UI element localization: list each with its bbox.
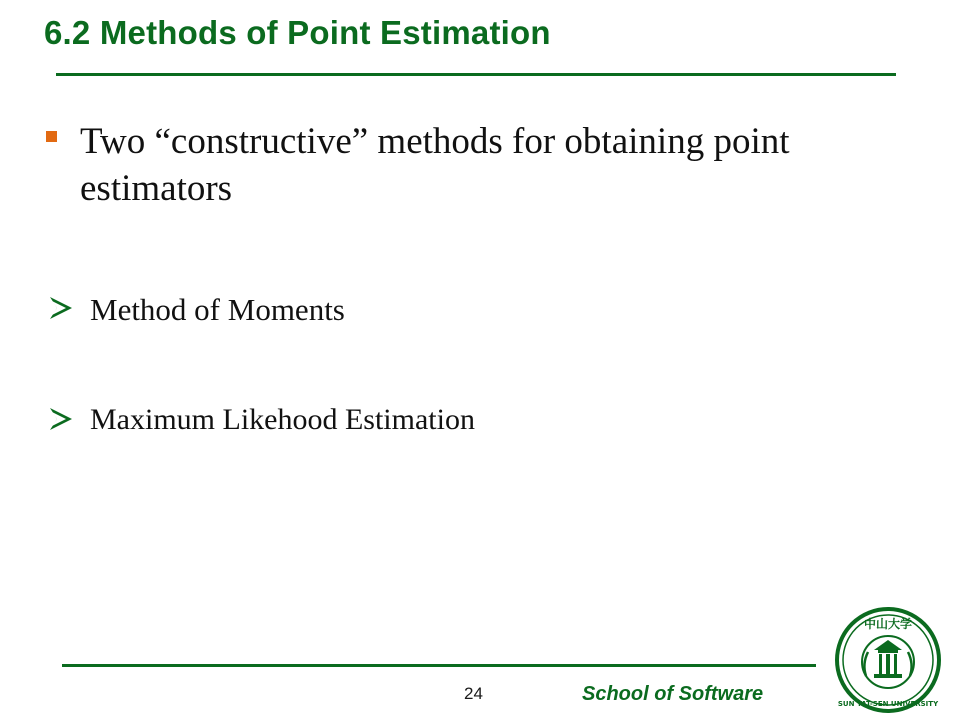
page-number: 24 xyxy=(464,684,483,703)
square-bullet-icon xyxy=(46,131,57,142)
sub-item-label: Maximum Likehood Estimation xyxy=(90,403,475,436)
title-divider xyxy=(56,73,896,76)
arrow-bullet-icon xyxy=(48,406,74,432)
svg-text:中山大学: 中山大学 xyxy=(863,617,913,631)
svg-text:SUN YAT-SEN UNIVERSITY: SUN YAT-SEN UNIVERSITY xyxy=(837,700,939,708)
arrow-bullet-icon xyxy=(48,295,74,321)
main-bullet-text: Two “constructive” methods for obtaining point estimators xyxy=(80,121,790,209)
university-seal-icon xyxy=(826,606,950,714)
footer-divider xyxy=(62,664,816,667)
sub-item-label: Method of Moments xyxy=(90,292,345,327)
school-name: School of Software xyxy=(582,683,764,705)
slide-title: 6.2 Methods of Point Estimation xyxy=(44,14,551,51)
